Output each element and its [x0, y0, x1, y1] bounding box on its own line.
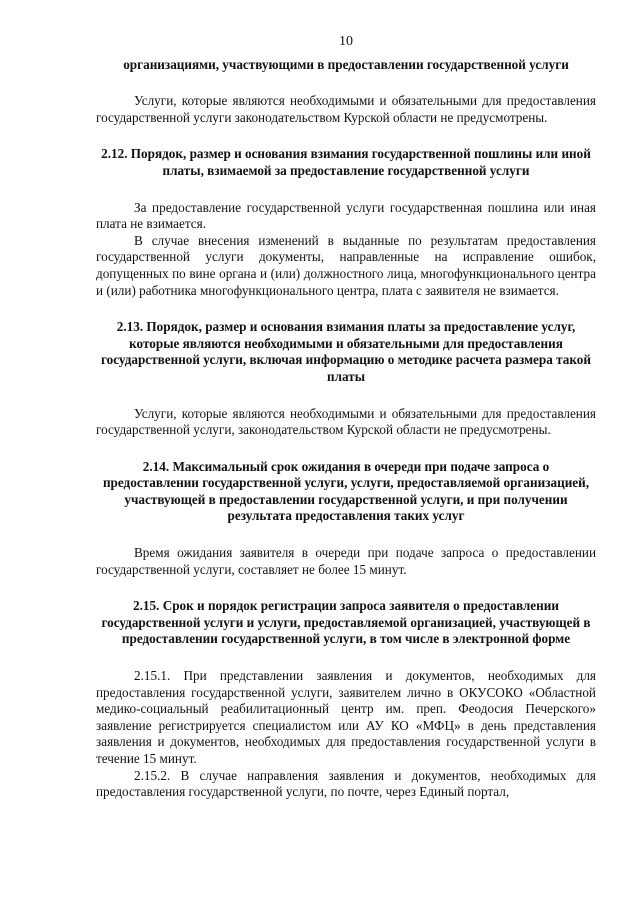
heading-continuation: организациями, участвующими в предоставлении государственной услуги [123, 56, 569, 72]
paragraph-continuation: Услуги, которые являются необходимыми и обязательными для предоставления государственной услуги законодательством Курской области не предусмотрены. [96, 93, 596, 125]
heading-section-2-12: 2.12. Порядок, размер и основания взимания государственной пошлины или иной платы, взимаемой за предоставление государственной услуги [101, 146, 591, 178]
paragraph-2-12-1: За предоставление государственной услуги государственная пошлина или иная плата не взимается. [96, 199, 596, 232]
paragraph-2-15-2: 2.15.2. В случае направления заявления и документов, необходимых для предоставления государственной услуги, по почте, через Единый портал, [96, 767, 596, 800]
paragraph-2-15-1: 2.15.1. При представлении заявления и документов, необходимых для предоставления государственной услуги, заявителем лично в ОКУСОКО «Областной медико-социальный реабилитационный центр им. преп. Феодосия Печерского» заявление регистрируется специалистом или АУ КО «МФЦ» в день представления заявления и документов, необходимых для предоставления государственной услуги в течение 15 минут. [96, 668, 596, 766]
document-page [96, 34, 596, 801]
heading-section-2-13: 2.13. Порядок, размер и основания взимания платы за предоставление услуг, которые являются необходимыми и обязательными для предоставления государственной услуги, включая информацию о методике расчета размера такой платы [101, 319, 591, 384]
heading-section-2-14: 2.14. Максимальный срок ожидания в очереди при подаче запроса о предоставлении государственной услуги, услуги, предоставляемой организацией, участвующей в предоставлении государственной услуги, и при получении результата предоставления таких услуг [102, 458, 590, 524]
paragraph-2-12-2: В случае внесения изменений в выданные по результатам предоставления государственной услуги документы, направленные на исправление ошибок, допущенных по вине органа и (или) должностного лица, многофункционального центра и (или) работника многофункционального центра, плата с заявителя не взимается. [96, 232, 596, 298]
page-number: 10 [339, 34, 353, 49]
paragraph-2-13: Услуги, которые являются необходимыми и обязательными для предоставления государственной услуги, законодательством Курской области не предусмотрены. [96, 405, 596, 438]
heading-section-2-15: 2.15. Срок и порядок регистрации запроса заявителя о предоставлении государственной услуги и услуги, предоставляемой организацией, участвующей в предоставлении государственной услуги, в том числе в электронной форме [101, 598, 591, 647]
paragraph-2-14: Время ожидания заявителя в очереди при подаче запроса о предоставлении государственной услуги, составляет не более 15 минут. [96, 545, 596, 577]
